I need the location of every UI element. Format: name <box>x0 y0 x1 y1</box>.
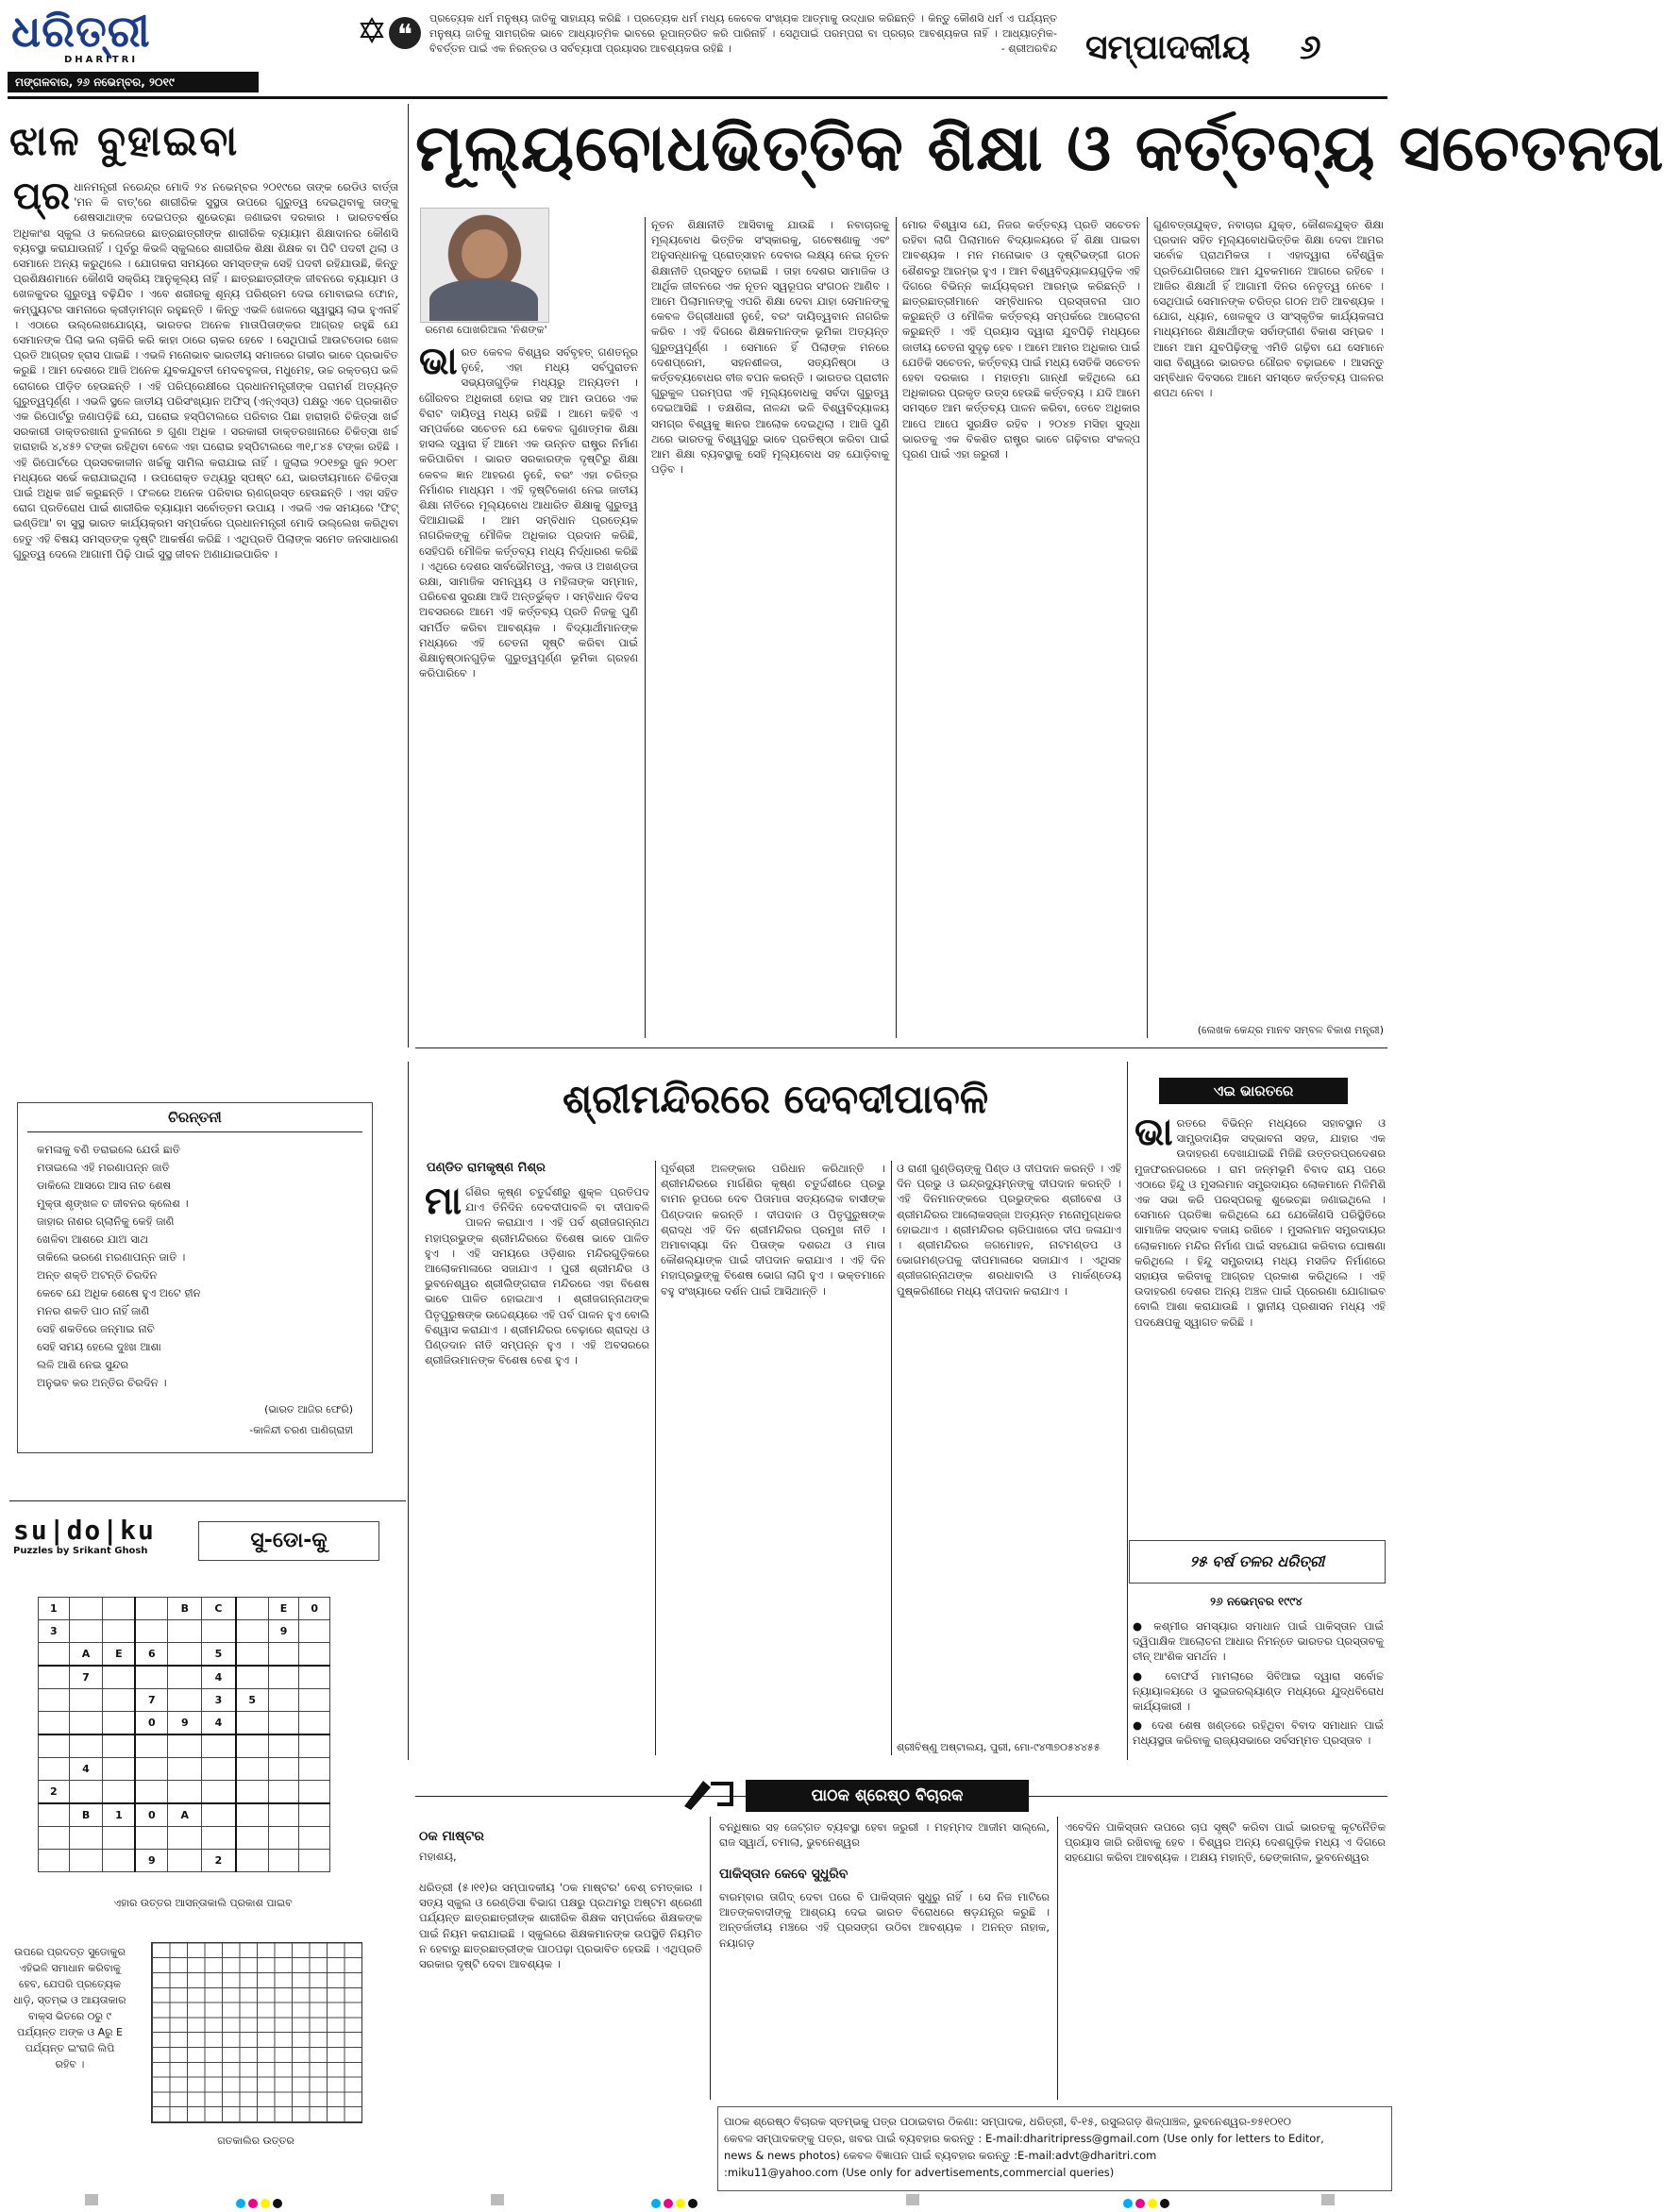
letter1-title: ଠକ ମାଷ୍ଟର <box>419 1829 484 1844</box>
sudoku-cell <box>103 1712 135 1735</box>
sudoku-row <box>39 1598 330 1620</box>
sudoku-cell <box>39 1689 70 1712</box>
sudoku-cell <box>135 1781 167 1804</box>
sudoku-cell <box>39 1827 70 1850</box>
sudoku-cell: 3 <box>202 1689 236 1712</box>
sudoku-cell: 0 <box>135 1712 167 1735</box>
column-rule <box>710 1817 711 2100</box>
sudoku-row <box>39 1803 330 1827</box>
main-byline: ରମେଶ ପୋଖରିଆଲ 'ନିଶଙ୍କ' <box>425 324 547 336</box>
sudoku-cell <box>69 1850 103 1872</box>
sudoku-cell: 2 <box>39 1781 70 1804</box>
poem-author: -କାଳିନ୍ଦୀ ଚରଣ ପାଣିଗ୍ରାହୀ <box>249 1424 353 1436</box>
bharat-text: ରତରେ ବିଭିନ୍ନ ମଧ୍ୟରେ ସହାବସ୍ଥାନ ଓ ସାମ୍ପ୍ରଦାୟିକ ସଦ୍ଭାବନା ସହଜ, ଯାହାର ଏକ ଉଦାହରଣ ଦେଖାଯାଇଛି ମିଜିଛି ଉତ୍ତରପ୍ରଦେଶର ମୁଜଫରନଗରରେ । ରାମ ଜନ୍ମଭୂମି ବିବାଦ ରାୟ ପରେ ଏଠାରେ ହିନ୍ଦୁ ଓ ମୁସଲମାନ ସମ୍ପ୍ରଦାୟର ଲୋକମାନେ ମିଳିମିଶି ଏକ ସଭା କରି ପରସ୍ପରକୁ ଶୁଭେଚ୍ଛା ଜଣାଇଥିଲେ । ସେମାନେ ପ୍ରତିଜ୍ଞା କରିଥିଲେ ଯେ ଯେକୌଣସି ପରିସ୍ଥିତିରେ ସାମାଜିକ ସଦ୍ଭାବ ବଜାୟ ରଖିବେ । ମୁସଲମାନ ସମ୍ପ୍ରଦାୟର ଲୋକମାନେ ମନ୍ଦିର ନିର୍ମାଣ ପାଇଁ ସହଯୋଗ କରିବାର ଘୋଷଣା କରିଥିଲେ । ହିନ୍ଦୁ ସମ୍ପ୍ରଦାୟ ମଧ୍ୟ ମସଜିଦ ନିର୍ମାଣରେ ସହାୟତା କରିବାକୁ ଆଗ୍ରହ ପ୍ରକାଶ କରିଥିଲେ । ଏହି ଉଦାହରଣ ଦେଶର ଅନ୍ୟ ଅଞ୍ଚଳ ପାଇଁ ପ୍ରେରଣା ଯୋଗାଇବ ବୋଲି ଆଶା କରାଯାଉଛି । ସ୍ଥାନୀୟ ପ୍ରଶାସନ ମଧ୍ୟ ଏହି ପଦକ୍ଷେପକୁ ସ୍ୱାଗତ କରିଛି । <box>1135 1116 1386 1329</box>
column-rule <box>1147 217 1148 1038</box>
letter2-top: ବନ୍ଧିଷାର ସହ ଜେଟ୍‌ଗତ ବ୍ୟବସ୍ଥା ହେବା ଜରୁରୀ । ମହମ୍ମଦ ଆଜୀମ ସାଲ୍ଲେ, ରାଜ ସ୍ୱାର୍ଥ, ଚମାଲା, ଭୁବନେଶ୍ୱର <box>719 1820 1050 1850</box>
black-dot <box>688 2199 698 2208</box>
sudoku-cell <box>69 1734 103 1758</box>
sudoku-instructions: ଉପରେ ପ୍ରଦତ୍ତ ସୁଡୋକୁର ଏହିଭଳି ସମାଧାନ କରିବାକୁ ହେବ, ଯେପରି ପ୍ରତ୍ୟେକ ଧାଡ଼ି, ସ୍ତମ୍ଭ ଓ ଆୟତାକାର ବାକ୍ସ ଭିତରେ ୦ରୁ ୯ ପର୍ଯ୍ୟନ୍ତ ଅଙ୍କ ଓ Aରୁ E ପର୍ଯ୍ୟନ୍ତ ଇଂରାଜି ଲିପି ରହିବ । <box>13 1946 126 2070</box>
sudoku-cell <box>268 1827 299 1850</box>
address-line: ପାଠକ ଶ୍ରେଷ୍ଠ ବିଚାରକ ସ୍ତମ୍ଭକୁ ପତ୍ର ପଠାଇବାର ଠିକଣା: ସମ୍ପାଦକ, ଧରିତ୍ରୀ, ବି-୧୫, ରସୁଲଗଡ଼ ଶିଳ୍ପାଞ୍ଚଳ, ଭୁବନେଶ୍ୱର-୭୫୧୦୧୦ <box>724 2115 1291 2128</box>
sudoku-cell <box>135 1758 167 1781</box>
magenta-dot <box>1135 2199 1145 2208</box>
sudoku-cell: 4 <box>202 1712 236 1735</box>
sudoku-cell: 6 <box>135 1643 167 1667</box>
sudoku-cell <box>69 1712 103 1735</box>
sudoku-cell <box>69 1689 103 1712</box>
sudoku-cell: B <box>69 1803 103 1827</box>
magenta-dot <box>248 2199 258 2208</box>
column-rule <box>1127 1062 1128 1760</box>
sudoku-cell <box>168 1689 202 1712</box>
sudoku-cell <box>202 1827 236 1850</box>
chirantani-rule <box>27 1131 362 1132</box>
poem-line: ସେହି ସମୟ ହେଲେ ଦୁଃଖ ଆଶା <box>37 1340 161 1353</box>
main-col-1-text: ରତ କେବଳ ବିଶ୍ୱର ସର୍ବବୃହତ୍ ଗଣତନ୍ତ୍ର ନୁହେଁ, ଏହା ମଧ୍ୟ ସର୍ବପୁରାତନ ସଭ୍ୟତାଗୁଡ଼ିକ ମଧ୍ୟରୁ ଅନ୍ୟତମ । ଗୌରବର ଅଧିକାରୀ ହୋଇ ସହ ଆମ ଉପରେ ଏକ ବିରାଟ ଦାୟିତ୍ୱ ମଧ୍ୟ ରହିଛି । ଆମେ କହିବି ଏ ସମ୍ପର୍କରେ ସଚେତନ ଯେ କେବଳ ଗୁଣାତ୍ମକ ଶିକ୍ଷା ହାସଲ ଦ୍ୱାରା ହିଁ ଆମେ ଏକ ଉନ୍ନତ ରାଷ୍ଟ୍ର ନିର୍ମାଣ କରିପାରିବା । ଭାରତ ସରକାରଙ୍କ ଦୃଷ୍ଟିରୁ ଶିକ୍ଷା କେବଳ ଜ୍ଞାନ ଆହରଣ ନୁହେଁ, ବରଂ ଏହା ଚରିତ୍ର ନିର୍ମାଣର ମାଧ୍ୟମ । ଏହି ଦୃଷ୍ଟିକୋଣ ନେଇ ଜାତୀୟ ଶିକ୍ଷା ନୀତିରେ ମୂଲ୍ୟବୋଧ ଆଧାରିତ ଶିକ୍ଷାକୁ ଗୁରୁତ୍ୱ ଦିଆଯାଇଛି । ଆମ ସମ୍ବିଧାନ ପ୍ରତ୍ୟେକ ନାଗରିକଙ୍କୁ ମୌଳିକ ଅଧିକାର ପ୍ରଦାନ କରିଛି, ସେହିପରି ମୌଳିକ କର୍ତ୍ତବ୍ୟ ମଧ୍ୟ ନିର୍ଦ୍ଧାରଣ କରିଛି । ଏଥିରେ ଦେଶର ସାର୍ବଭୌମତ୍ୱ, ଏକତା ଓ ଅଖଣ୍ଡତା ରକ୍ଷା, ସାମାଜିକ ସମନ୍ୱୟ ଓ ମହିଳାଙ୍କ ସମ୍ମାନ, ପରିବେଶ ସୁରକ୍ଷା ଆଦି ଅନ୍ତର୍ଭୁକ୍ତ । ସମ୍ବିଧାନ ଦିବସ ଅବସରରେ ଆମେ ଏହି କର୍ତ୍ତବ୍ୟ ପ୍ରତି ନିଜକୁ ପୁଣି ସମର୍ପିତ କରିବା ଆବଶ୍ୟକ । ବିଦ୍ୟାର୍ଥୀମାନଙ୍କ ମଧ୍ୟରେ ଏହି ଚେତନା ସୃଷ୍ଟି କରିବା ପାଇଁ ଶିକ୍ଷାନୁଷ୍ଠାନଗୁଡ଼ିକ ଗୁରୁତ୍ୱପୂର୍ଣ୍ଣ ଭୂମିକା ଗ୍ରହଣ କରିପାରିବେ । <box>419 345 638 680</box>
sudoku-row <box>39 1781 330 1804</box>
main-headline: ମୂଲ୍ୟବୋଧଭିତ୍ତିକ ଶିକ୍ଷା ଓ କର୍ତ୍ତବ୍ୟ ସଚେତନତା <box>415 111 1664 186</box>
sudoku-cell <box>135 1666 167 1689</box>
author-photo-suit <box>429 278 538 321</box>
sudoku-cell <box>299 1712 330 1735</box>
registration-mark <box>491 2194 504 2205</box>
pen-nib-icon <box>680 1776 736 1812</box>
sudoku-cell: 7 <box>69 1666 103 1689</box>
sudoku-cell <box>299 1758 330 1781</box>
email-line: :miku11@yahoo.com (Use only for advertisements,commercial queries) <box>724 2166 1115 2179</box>
sudoku-cell <box>236 1803 268 1827</box>
quote-text: ପ୍ରତ୍ୟେକ ଧର୍ମ ମନୁଷ୍ୟ ଜାତିକୁ ସାହାଯ୍ୟ କରିଛି । ପ୍ରତ୍ୟେକ ଧର୍ମ ମଧ୍ୟ କେବେକ ସଂଖ୍ୟକ ଆତ୍ମାକୁ ଉଦ୍ଧାର କରିଛନ୍ତି । କିନ୍ତୁ କୌଣସି ଧର୍ମ ଏ ପର୍ଯ୍ୟନ୍ତ ମନୁଷ୍ୟ ଜାତିକୁ ସାମଗ୍ରିକ ଭାବେ ଆଧ୍ୟାତ୍ମିକ ଭାବରେ ରୂପାନ୍ତରିତ କରି ପାରିନାହିଁ । ସେଥିପାଇଁ ପରମ୍ପରା ବା ପ୍ରଚାର ଆବଶ୍ୟକତା ନାହିଁ । ଆଧ୍ୟାତ୍ମିକ-ବିବର୍ତ୍ତନ ପାଇଁ ଏକ ନିରନ୍ତର ଓ ସର୍ବବ୍ୟାପୀ ପ୍ରୟାସର ଆବଶ୍ୟକତା ରହିଛି । <box>429 12 1057 55</box>
registration-mark <box>85 2194 98 2205</box>
shrimandir-col-3: ଓ ରାଣୀ ଗୁଣ୍ଡିଚାଙ୍କୁ ପିଣ୍ଡ ଓ ଦୀପଦାନ କରନ୍ତି । ଏହି ଦିନ ପ୍ରଭୁ ଓ ଇନ୍ଦ୍ରଦ୍ୟୁମ୍ନଙ୍କୁ ଦୀପଦାନ କରନ୍ତି । ଏହି ଦିନମାନଙ୍କରେ ପ୍ରଭୁଙ୍କର ଶ୍ରୀବେଶ ଓ ଶ୍ରୀମନ୍ଦିରର ଆଲୋକସଜ୍ଜା ଅତ୍ୟନ୍ତ ମନୋମୁଗ୍ଧକର ହୋଇଥାଏ । ଶ୍ରୀମନ୍ଦିରର ଚାରିପାଖରେ ଦୀପ ଜଳାଯାଏ । ଶ୍ରୀମନ୍ଦିରର ଜଗମୋହନ, ନାଟମଣ୍ଡପ ଓ ଭୋଗମଣ୍ଡପକୁ ଦୀପମାଳାରେ ସଜାଯାଏ । ଏଥିସହ ଶ୍ରୀଜଗନ୍ନାଥଙ୍କ ଶରଧାବାଲି ଓ ମାର୍କଣ୍ଡେୟ ପୁଷ୍କରିଣୀରେ ମଧ୍ୟ ଦୀପଦାନ କରାଯାଏ । <box>897 1162 1121 1298</box>
sudoku-logo-sub: Puzzles by Srikant Ghosh <box>13 1546 148 1556</box>
poem-line: ଡାକିଲେ ଆସରେ ଆସ ନାଚ ଶେଷ <box>37 1179 171 1192</box>
sudoku-title: ସୁ-ଡୋ-କୁ <box>198 1521 379 1561</box>
masthead-rule <box>8 96 1387 99</box>
sudoku-row <box>39 1712 330 1735</box>
sudoku-cell: A <box>69 1643 103 1667</box>
letter1-body: ଧରିତ୍ରୀ (୫।୧୧)ର ସମ୍ପାଦକୀୟ 'ଠକ ମାଷ୍ଟର' ବେଶ୍ ଚମତ୍କାର । ସତ୍ୟ ସ୍କୁଲ ଓ ରେଣ୍ଡିସା ବିଭାଗ ପକ୍ଷରୁ ପ୍ରଥମରୁ ଅଷ୍ଟମ ଶ୍ରେଣୀ ପର୍ଯ୍ୟନ୍ତ ଛାତ୍ରଛାତ୍ରୀଙ୍କ ଶାରୀରିକ ଶିକ୍ଷକ ସମ୍ପର୍କରେ ଶିକ୍ଷକଙ୍କ ପାଇଁ ନିୟମ କରାଯାଇଛି । ସ୍କୁଲରେ ଶିକ୍ଷକମାନଙ୍କ ଉପସ୍ଥିତି ନିୟମିତ ନ ହେବାରୁ ଛାତ୍ରଛାତ୍ରୀଙ୍କ ପାଠପଢ଼ା ପ୍ରଭାବିତ ହେଉଛି । ଏଥିପ୍ରତି ସରକାର ଦୃଷ୍ଟି ଦେବା ଆବଶ୍ୟକ । <box>419 1881 702 1971</box>
twentyfive-item: ● କଶ୍ମୀର ସମସ୍ୟାର ସମାଧାନ ପାଇଁ ପାକିସ୍ତାନ ପାଇଁ ଦ୍ୱିପାକ୍ଷିକ ଆଲୋଚନା ଆଧାର ନିମନ୍ତେ ଭାରତର ପ୍ରସ୍ତାବକୁ ଚୀନ୍ ଆଂଶିକ ସମର୍ଥନ । <box>1133 1619 1384 1664</box>
sudoku-cell <box>168 1734 202 1758</box>
address-box <box>717 2106 1392 2191</box>
main-col-4: ଗୁଣବତ୍ତାଯୁକ୍ତ, ନବାଚାର ଯୁକ୍ତ, କୌଶଳଯୁକ୍ତ ଶିକ୍ଷା ପ୍ରଦାନ ସହିତ ମୂଲ୍ୟବୋଧଭିତ୍ତିକ ଶିକ୍ଷା ଦେବା ଆମର ସର୍ବୋଚ୍ଚ ପ୍ରାଥମିକତା । ଏହାଦ୍ୱାରା ବୈଶ୍ୱିକ ପ୍ରତିଯୋଗିତାରେ ଆମ ଯୁବକମାନେ ଆଗରେ ରହିବେ । ଆଜିର ଶିକ୍ଷାର୍ଥୀ ହିଁ ଆଗାମୀ ଦିନର ନେତୃତ୍ୱ ନେବେ । ସେଥିପାଇଁ ସେମାନଙ୍କ ଚରିତ୍ର ଗଠନ ଅତି ଆବଶ୍ୟକ । ଯୋଗ, ଧ୍ୟାନ, ଖେଳକୁଦ ଓ ସାଂସ୍କୃତିକ କାର୍ଯ୍ୟକଳାପ ମାଧ୍ୟମରେ ଶିକ୍ଷାର୍ଥୀଙ୍କ ସର୍ବାଙ୍ଗୀଣ ବିକାଶ ସମ୍ଭବ । ଆମେ ଆମ ଯୁବପିଢ଼ିଙ୍କୁ ଏମିତି ଗଢ଼ିବା ଯେ ସେମାନେ ସାରା ବିଶ୍ୱରେ ଭାରତର ଗୌରବ ବଢ଼ାଇବେ । ଆସନ୍ତୁ ସମ୍ବିଧାନ ଦିବସରେ ଆମେ ସମସ୍ତେ କର୍ତ୍ତବ୍ୟ ପାଳନର ଶପଥ ନେବା । <box>1153 218 1384 400</box>
sudoku-cell <box>69 1598 103 1620</box>
star-of-david-icon <box>359 17 385 43</box>
cyan-dot <box>651 2199 661 2208</box>
sudoku-answer-grid <box>151 1942 362 2123</box>
sudoku-cell <box>236 1850 268 1872</box>
sudoku-row <box>39 1689 330 1712</box>
registration-mark <box>906 2194 919 2205</box>
sudoku-cell <box>39 1758 70 1781</box>
sudoku-cell <box>168 1850 202 1872</box>
sudoku-cell <box>236 1827 268 1850</box>
sudoku-cell <box>268 1850 299 1872</box>
black-dot <box>273 2199 282 2208</box>
sudoku-cell: 5 <box>236 1689 268 1712</box>
sudoku-cell <box>103 1734 135 1758</box>
sudoku-cell <box>299 1734 330 1758</box>
sudoku-cell <box>103 1781 135 1804</box>
sudoku-cell: 4 <box>202 1666 236 1689</box>
sudoku-cell: B <box>168 1598 202 1620</box>
sudoku-cell <box>299 1850 330 1872</box>
sudoku-cell: C <box>202 1598 236 1620</box>
sudoku-cell <box>168 1666 202 1689</box>
sudoku-cell: 9 <box>168 1712 202 1735</box>
shrimandir-col-2: ପୂର୍ବଶ୍ରୀ ଅଳଙ୍କାର ପରିଧାନ କରିଥାନ୍ତି । ଶ୍ରୀମନ୍ଦିରରେ ମାର୍ଗଶିର କୃଷ୍ଣ ଚତୁର୍ଦ୍ଦଶୀରେ ପ୍ରଭୁ ବାମନ ରୂପରେ ଦେବ ପିତାମାତା ସତ୍ୟଲୋକ ବାସୀଙ୍କ ପିଣ୍ଡଦାନ କରନ୍ତି । ଦୀପଦାନ ଓ ପିତୃପୁରୁଷଙ୍କ ଶ୍ରାଦ୍ଧ ଏହି ଦିନ ଶ୍ରୀମନ୍ଦିରର ପ୍ରମୁଖ ନୀତି । ଅମାବାସ୍ୟା ଦିନ ପିତାଙ୍କ ଦଶରଥ ଓ ମାତା କୌଶଲ୍ୟାଙ୍କ ପାଇଁ ଦୀପଦାନ କରାଯାଏ । ଏହି ଦିନ ମହାପ୍ରଭୁଙ୍କୁ ବିଶେଷ ଭୋଗ ଲାଗି ହୁଏ । ଭକ୍ତମାନେ ବହୁ ସଂଖ୍ୟାରେ ଦର୍ଶନ ପାଇଁ ଆସିଥାନ୍ତି । <box>661 1162 885 1298</box>
sudoku-cell <box>236 1666 268 1689</box>
column-rule <box>891 1161 892 1755</box>
date-bar: ମଙ୍ଗଳବାର, ୨୬ ନଭେମ୍ବର, ୨୦୧୯ <box>8 72 259 92</box>
sudoku-cell <box>268 1689 299 1712</box>
left-headline: ଝାଳ ବୁହାଇବା <box>9 117 240 165</box>
sudoku-cell <box>268 1758 299 1781</box>
main-col-3: ମୋର ବିଶ୍ୱାସ ଯେ, ନିଜର କର୍ତ୍ତବ୍ୟ ପ୍ରତି ସଚେତନ ରହିବା ଲାଗି ପିଲାମାନେ ବିଦ୍ୟାଳୟରେ ହିଁ ଶିକ୍ଷା ପାଇବା ଆବଶ୍ୟକ । ମନ ମନୋଭାବ ଓ ଦୃଷ୍ଟିଭଙ୍ଗୀ ଗଠନ ଶୈଶବରୁ ଆରମ୍ଭ ହୁଏ । ଆମ ବିଶ୍ୱବିଦ୍ୟାଳୟଗୁଡ଼ିକ ଏହି ଦିଗରେ ବିଭିନ୍ନ କାର୍ଯ୍ୟକ୍ରମ ଆରମ୍ଭ କରିଛନ୍ତି । ଛାତ୍ରଛାତ୍ରୀମାନେ ସମ୍ବିଧାନର ପ୍ରସ୍ତାବନା ପାଠ କରୁଛନ୍ତି ଓ ମୌଳିକ କର୍ତ୍ତବ୍ୟ ସମ୍ପର୍କରେ ଆଲୋଚନା କରୁଛନ୍ତି । ଏହି ପ୍ରୟାସ ଦ୍ୱାରା ଯୁବପିଢ଼ି ମଧ୍ୟରେ ଜାତୀୟ ଚେତନା ସୁଦୃଢ଼ ହେବ । ଆମେ ଆମର ଅଧିକାର ପାଇଁ ଯେତିକି ସଚେତନ, କର୍ତ୍ତବ୍ୟ ପାଇଁ ମଧ୍ୟ ସେତିକି ସଚେତନ ହେବା ଦରକାର । ମହାତ୍ମା ଗାନ୍ଧୀ କହିଥିଲେ ଯେ ଅଧିକାରର ପ୍ରକୃତ ଉତ୍ସ ହେଉଛି କର୍ତ୍ତବ୍ୟ । ଯଦି ଆମେ ସମସ୍ତେ ଆମ କର୍ତ୍ତବ୍ୟ ପାଳନ କରିବା, ତେବେ ଅଧିକାର ଆପେ ଆପେ ସୁରକ୍ଷିତ ରହିବ । ୨୦୪୭ ମସିହା ସୁଦ୍ଧା ଭାରତକୁ ଏକ ବିକଶିତ ରାଷ୍ଟ୍ର ଭାବେ ଗଢ଼ିବାର ସଂକଳ୍ପ ପୂରଣ ପାଇଁ ଏହା ଜରୁରୀ । <box>902 218 1140 461</box>
column-rule <box>408 1062 409 1760</box>
sudoku-cell <box>135 1598 167 1620</box>
yellow-dot <box>1148 2199 1157 2208</box>
sudoku-cell: 9 <box>135 1850 167 1872</box>
section-label <box>1085 19 1387 75</box>
sudoku-cell <box>268 1666 299 1689</box>
poem-line: ଖେଳିବା ଆଶରେ ଯାଅ ସାଥ <box>37 1232 148 1246</box>
chirantani-title: ଚିରନ୍ତନୀ <box>168 1109 222 1126</box>
sudoku-cell: 3 <box>39 1620 70 1643</box>
sudoku-cell <box>103 1598 135 1620</box>
column-rule <box>645 217 646 1038</box>
sudoku-cell <box>103 1689 135 1712</box>
twentyfive-items <box>1133 1618 1384 1769</box>
color-dots <box>236 2194 285 2205</box>
sudoku-cell: 5 <box>202 1643 236 1667</box>
sudoku-cell <box>69 1827 103 1850</box>
shrimandir-contact: ଶ୍ରୀବିଷ୍ଣୁ ଅଷ୍ଟାଲୟ, ପୁରୀ, ମୋ-୯୪୩୭୦୫୪୪୫୫ <box>897 1741 1101 1753</box>
sudoku-cell <box>168 1620 202 1643</box>
sudoku-cell: 2 <box>202 1850 236 1872</box>
cyan-dot <box>1123 2199 1133 2208</box>
sudoku-cell <box>299 1620 330 1643</box>
sudoku-cell: 4 <box>69 1758 103 1781</box>
column-rule <box>1057 1817 1058 2100</box>
chirantani-poem <box>37 1141 358 1392</box>
sudoku-cell <box>268 1781 299 1804</box>
sudoku-cell <box>299 1643 330 1667</box>
sudoku-cell <box>268 1643 299 1667</box>
poem-line: ଅନୁଭବ କର ଅନ୍ତିର ଚିରଦିନ । <box>37 1376 167 1389</box>
left-article-text: ଧାନମନ୍ତ୍ରୀ ନରେନ୍ଦ୍ର ମୋଦି ୨୪ ନଭେମ୍ବର ୨୦୧୯ରେ ତାଙ୍କ ରେଡିଓ ବାର୍ତ୍ତା 'ମନ କି ବାତ୍'ରେ ଶାରୀରିକ ସୁସ୍ଥତା ଉପରେ ଗୁରୁତ୍ୱ ଦେଇଥିବାକୁ ତାଙ୍କୁ ଶେଷସାଥାଙ୍କ ଦେଇପତ୍ର ଶୁଭେଚ୍ଛା ଜଣାଇବା ଦରକାର । ଭାରତବର୍ଷର ଅଧିକାଂଶ ସ୍କୁଲ ଓ କଲେଜରେ ଛାତ୍ରଛାତ୍ରୀଙ୍କ ଶାରୀରିକ ବ୍ୟାୟାମ ଶିକ୍ଷାଦାନର କୌଣସି ବ୍ୟବସ୍ଥା କରାଯାଉନାହିଁ । ପୂର୍ବରୁ କିଭଳି ସ୍କୁଲରେ ଶାରୀରିକ ଶିକ୍ଷା ଶିକ୍ଷକ ବା ପିଟି ପଦବୀ ଥିଲା ଓ ସେମାନେ ଅନ୍ୟ କରୁଥିଲେ । ଯୋଗକରା ସମୟରେ ସମସ୍ତଙ୍କ ସେହି ପଦବୀ ରହିଯାଉଛି, କିନ୍ତୁ ପ୍ରଶିକ୍ଷଣମାନେ କୌଣସି ସକ୍ରିୟ ଆନୁକୂଲ୍ୟ ନାହିଁ । ଛାତ୍ରଛାତ୍ରୀଙ୍କ ଜୀବନରେ ବ୍ୟାୟାମ ଓ ଖେଳକୁଦର ଗୁରୁତ୍ୱ ବଢ଼ିଯିବ । ଏବେ ଶରୀରକୁ ଶୂନ୍ୟ ପରିଶ୍ରମ ଦେଇ ମୋବାଇଲ ଫୋନ, କମ୍ପ୍ୟୁଟର ସାମନାରେ କ୍ରୀଡ଼ାମଗ୍ନ ରହୁଛନ୍ତି । କିନ୍ତୁ ଏଭଳି ଖେଳରେ ସ୍ୱାସ୍ଥ୍ୟ ଲାଭ ହୁଏନାହିଁ । ଏଠାରେ ଉଲ୍ଲେଖଯୋଗ୍ୟ, ଭାରତର ଅନେକ ମାତାପିତାଙ୍କର ଆଗ୍ରହ ରହୁଛି ଯେ ସେମାନଙ୍କ ପିଲା ଭଲ ଚାକିରି କରି କାହା ଠାରେ ଚାକର ହେବେ । ସେଥିପାଇଁ ଆଉଟଡୋର ଖେଳ ପ୍ରତି ଆଗ୍ରହ ହ୍ରାସ ପାଇଛି । ଏଭଳି ମନୋଭାବ ଭାରତୀୟ ସମାଜରେ ଗଭୀର ଭାବେ ପ୍ରଭାବିତ କରୁଛି । ଆମ ଦେଶରେ ଆଜି ଅନେକ ଯୁବକଯୁବତୀ ମେଦବହୁଳତା, ମଧୁମେହ, ଉଚ୍ଚ ରକ୍ତଚାପ ଭଳି ରୋଗରେ ପୀଡ଼ିତ ହେଉଛନ୍ତି । ଏହି ପରିପ୍ରେକ୍ଷୀରେ ପ୍ରଧାନମନ୍ତ୍ରୀଙ୍କ ପରାମର୍ଶ ଅତ୍ୟନ୍ତ ଗୁରୁତ୍ୱପୂର୍ଣ୍ଣ । ଏଭଳି ସ୍ଥଳେ ଜାତୀୟ ପରିସଂଖ୍ୟାନ ଅଫିସ୍ (ଏନ୍‌ଏସ୍‌ଓ) ପକ୍ଷରୁ ଏବେ ପ୍ରକାଶିତ ଏକ ରିପୋର୍ଟରୁ ଜଣାପଡ଼ିଛି ଯେ, ଘରୋଇ ହସ୍ପିଟାଲରେ ପରିବାର ପିଛା ହାରାହାରି ଚିକିତ୍ସା ଖର୍ଚ୍ଚ ସରକାରୀ ଡାକ୍ତରଖାନା ତୁଳନାରେ ୭ ଗୁଣା ଅଧିକ । ସରକାରୀ ଡାକ୍ତରଖାନାରେ ଚିକିତ୍ସା ଖର୍ଚ୍ଚ ହାରାହାରି ୪,୪୫୨ ଟଙ୍କା ରହିଥିବା ବେଳେ ଏହା ଘରୋଇ ହସ୍ପିଟାଲରେ ୩୧,୮୪୫ ଟଙ୍କା ରହିଛି । ଏହି ରିପୋର୍ଟରେ ପ୍ରସବକାଳୀନ ଖର୍ଚ୍ଚକୁ ସାମିଲ କରାଯାଇ ନାହିଁ । ଜୁଲାଇ ୨୦୧୭ରୁ ଜୁନ ୨୦୧୮ ମଧ୍ୟରେ ସର୍ଭେ କରାଯାଇଥିଲା । ଉପରୋକ୍ତ ତଥ୍ୟରୁ ସ୍ପଷ୍ଟ ଯେ, ଭାରତୀୟମାନେ ଚିକିତ୍ସା ପାଇଁ ଅଧିକ ଖର୍ଚ୍ଚ କରୁଛନ୍ତି । ଫଳରେ ଅନେକ ପରିବାର ଋଣଗ୍ରସ୍ତ ହେଉଛନ୍ତି । ଏହା ସହିତ ରୋଗ ପ୍ରତିରୋଧ ପାଇଁ ଶାରୀରିକ ବ୍ୟାୟାମ ସର୍ବୋତ୍ତମ ଉପାୟ । ଏଭଳି ଏକ ସମୟରେ 'ଫିଟ୍ ଇଣ୍ଡିଆ' ବା ସୁସ୍ଥ ଭାରତ କାର୍ଯ୍ୟକ୍ରମ ସମ୍ପର୍କରେ ପ୍ରଧାନମନ୍ତ୍ରୀ ମୋଦି ଉଲ୍ଲେଖ କରିଥିବା ହେତୁ ଏହି ବିଷୟ ସମସ୍ତଙ୍କ ଦୃଷ୍ଟି ଆକର୍ଷଣ କରିଛି । ଏଥିପ୍ରତି ପିଲାଙ୍କ ସମେତ ଜନସାଧାରଣ ଗୁରୁତ୍ୱ ଦେଲେ ଆଗାମୀ ପିଢ଼ି ପାଇଁ ସୁସ୍ଥ ଜୀବନ ଅଣାଯାଇପାରିବ । <box>13 180 398 561</box>
sudoku-cell <box>69 1781 103 1804</box>
column-rule <box>408 104 409 1047</box>
twentyfive-item: ● ଦେଶ ଶେଷ ଖଣ୍ଡରେ ରହିଥିବା ବିବାଦ ସମାଧାନ ପାଇଁ ମଧ୍ୟସ୍ଥତା କରିବାକୁ ରାଜ୍ୟସଭାରେ ସର୍ବସମ୍ମତ ପ୍ରସ୍ତାବ । <box>1133 1718 1384 1748</box>
email-line: କେବଳ ସମ୍ପାଦକଙ୍କୁ ପତ୍ର, ଖବର ପାଇଁ ବ୍ୟବହାର କରନ୍ତୁ : E-mail:dharitripress@gmail.com (Use only for letters to Editor, <box>724 2132 1324 2145</box>
sudoku-caption: ଏହାର ଉତ୍ତର ଆସନ୍ତାକାଲି ପ୍ରକାଶ ପାଇବ <box>113 1897 293 1909</box>
sudoku-row <box>39 1850 330 1872</box>
sudoku-row <box>39 1827 330 1850</box>
sudoku-row <box>39 1620 330 1643</box>
sudoku-logo-text: su|do|ku <box>13 1515 156 1546</box>
shrimandir-dropcap: ମା <box>425 1180 462 1223</box>
sudoku-row <box>39 1758 330 1781</box>
sudoku-cell <box>39 1850 70 1872</box>
column-rule <box>896 217 897 1038</box>
sudoku-cell <box>236 1734 268 1758</box>
sudoku-cell: 7 <box>135 1689 167 1712</box>
sudoku-cell <box>39 1734 70 1758</box>
twentyfive-item: ● ବୋଫର୍ସ ମାମଲାରେ ସିବିଆଇ ଦ୍ୱାରା ସର୍ବୋଚ୍ଚ ନ୍ୟାୟାଳୟରେ ଓ ସୁଇଜରଲ୍ୟାଣ୍ଡ ମଧ୍ୟରେ ଯୁଦ୍ଧବିରୋଧ କାର୍ଯ୍ୟକାରୀ । <box>1133 1668 1384 1714</box>
sudoku-cell <box>202 1758 236 1781</box>
chirantani-box <box>17 1102 373 1453</box>
sudoku-cell: 1 <box>39 1598 70 1620</box>
sudoku-cell <box>268 1734 299 1758</box>
main-col-1 <box>419 340 638 1038</box>
letter2-title: ପାକିସ୍ତାନ କେବେ ସୁଧୁରିବ <box>719 1867 849 1882</box>
sudoku-row <box>39 1734 330 1758</box>
registration-mark <box>1321 2194 1335 2205</box>
sudoku-cell <box>236 1598 268 1620</box>
sudoku-grid <box>38 1597 330 1872</box>
sudoku-cell <box>168 1758 202 1781</box>
main-col-2: ନୂତନ ଶିକ୍ଷାନୀତି ଆସିବାକୁ ଯାଉଛି । ନବାଚାରକୁ ମୂଲ୍ୟବୋଧ ଭିତ୍ତିକ ସଂସ୍କାରକୁ, ଗବେଷଣାକୁ ଏବଂ ଅନୁସନ୍ଧାନକୁ ପ୍ରୋତ୍ସାହନ ଦେବାର ଲକ୍ଷ୍ୟ ନେଇ ନୂତନ ଶିକ୍ଷାନୀତି ପ୍ରସ୍ତୁତ ହୋଇଛି । ତାହା ଦେଶର ସାମାଜିକ ଓ ଆର୍ଥିକ ଜୀବନରେ ଏକ ନୂତନ ସ୍ୱରୂପର ସଂଗଠନ ଆଣିବ । ଆମେ ପିଲାମାନଙ୍କୁ ଏପରି ଶିକ୍ଷା ଦେବା ଯାହା ସେମାନଙ୍କୁ କେବଳ ଡିଗ୍ରୀଧାରୀ ନୁହେଁ, ବରଂ ଦାୟିତ୍ୱବାନ ନାଗରିକ କରିବ । ଏହି ଦିଗରେ ଶିକ୍ଷକମାନଙ୍କ ଭୂମିକା ଅତ୍ୟନ୍ତ ଗୁରୁତ୍ୱପୂର୍ଣ୍ଣ । ସେମାନେ ହିଁ ପିଲାଙ୍କ ମନରେ ଦେଶପ୍ରେମ, ସହନଶୀଳତା, ସତ୍ୟନିଷ୍ଠା ଓ କର୍ତ୍ତବ୍ୟବୋଧର ବୀଜ ବପନ କରନ୍ତି । ଭାରତର ପ୍ରାଚୀନ ଗୁରୁକୁଳ ପରମ୍ପରା ଏହି ମୂଲ୍ୟବୋଧକୁ ସର୍ବଦା ଗୁରୁତ୍ୱ ଦେଇଆସିଛି । ତକ୍ଷଶିଳା, ନାଳନ୍ଦା ଭଳି ବିଶ୍ୱବିଦ୍ୟାଳୟ ସମଗ୍ର ବିଶ୍ୱକୁ ଜ୍ଞାନର ଆଲୋକ ଦେଇଥିଲା । ଆଜି ପୁଣି ଥରେ ଭାରତକୁ ବିଶ୍ୱଗୁରୁ ଭାବେ ପ୍ରତିଷ୍ଠା କରିବା ପାଇଁ ଆମ ଶିକ୍ଷା ବ୍ୟବସ୍ଥାକୁ ସେହି ମୂଲ୍ୟବୋଧ ସହ ଯୋଡ଼ିବାକୁ ପଡ଼ିବ । <box>651 218 889 477</box>
shrimandir-col-1-text: ର୍ଗଶିର କୃଷ୍ଣ ଚତୁର୍ଦ୍ଦଶୀରୁ ଶୁକ୍ଳ ପ୍ରତିପଦ ଯାଏ ତିନିଦିନ ଦେବଦୀପାବଳି ବା ଦୀପାବଳି ପାଳନ କରାଯାଏ । ଏହି ପର୍ବ ଶ୍ରୀଜଗନ୍ନାଥ ମହାପ୍ରଭୁଙ୍କ ଶ୍ରୀମନ୍ଦିରରେ ବିଶେଷ ଭାବେ ପାଳିତ ହୁଏ । ଏହି ସମୟରେ ଓଡ଼ିଶାର ମନ୍ଦିରଗୁଡ଼ିକରେ ଆଲୋକମାଳାରେ ସଜାଯାଏ । ପୁରୀ ଶ୍ରୀମନ୍ଦିର ଓ ଭୁବନେଶ୍ୱର ଶ୍ରୀଲିଙ୍ଗରାଜ ମନ୍ଦିରରେ ଏହା ବିଶେଷ ଭାବେ ପାଳିତ ହୋଇଥାଏ । ଶ୍ରୀଜଗନ୍ନାଥଙ୍କ ପିତୃପୁରୁଷଙ୍କ ଉଦ୍ଦେଶ୍ୟରେ ଏହି ପର୍ବ ପାଳନ ହୁଏ ବୋଲି ବିଶ୍ୱାସ କରାଯାଏ । ଶ୍ରୀମନ୍ଦିରର ବେଢ଼ାରେ ଶ୍ରାଦ୍ଧ ଓ ପିଣ୍ଡଦାନ ନୀତି ସମ୍ପନ୍ନ ହୁଏ । ଏହି ଅବସରରେ ଶ୍ରୀଜିଉମାନଙ୍କ ବିଶେଷ ବେଶ ହୁଏ । <box>425 1185 649 1367</box>
sudoku-cell <box>39 1803 70 1827</box>
sudoku-cell: E <box>103 1643 135 1667</box>
sudoku-row <box>39 1666 330 1689</box>
poem-line: ଜାହାର ନାଶର ଗ୍ଲାନିକୁ କେହି ଜାଣି <box>37 1215 175 1228</box>
poem-line: କମଳାକୁ ବଣି ତରାଇଲେ ଯେଉଁ ଛାତି <box>37 1143 180 1156</box>
sudoku-logo <box>13 1515 183 1560</box>
sudoku-cell <box>299 1666 330 1689</box>
sudoku-cell <box>202 1803 236 1827</box>
sudoku-cell <box>39 1712 70 1735</box>
sudoku-cell <box>103 1666 135 1689</box>
daily-quote <box>429 11 1057 77</box>
sudoku-row <box>39 1643 330 1667</box>
section-rule <box>415 1047 1387 1048</box>
black-dot <box>1160 2199 1169 2208</box>
left-dropcap: ପ୍ର <box>13 175 71 218</box>
poem-source: (ଭାରତ ଆଜିର ଫେରି) <box>264 1403 353 1416</box>
main-dropcap: ଭା <box>419 340 458 383</box>
sudoku-cell <box>202 1620 236 1643</box>
letter3-body: ଏବେଦିନ ପାକିସ୍ତାନ ଉପରେ ଚାପ ସୃଷ୍ଟି କରିବା ପାଇଁ ଭାରତକୁ କୂଟନୈତିକ ପ୍ରୟାସ ଜାରି ରଖିବାକୁ ହେବ । ବିଶ୍ୱର ଅନ୍ୟ ଦେଶଗୁଡ଼ିକ ମଧ୍ୟ ଏ ଦିଗରେ ସହଯୋଗ କରିବା ଆବଶ୍ୟକ । ଅକ୍ଷୟ ମହାନ୍ତି, ଢେଙ୍କାନାଳ, ଭୁବନେଶ୍ୱର <box>1065 1820 1386 1865</box>
logo-subtext: DHARITRI <box>64 55 139 65</box>
sudoku-cell: A <box>168 1803 202 1827</box>
yellow-dot <box>261 2199 270 2208</box>
sudoku-cell <box>268 1712 299 1735</box>
sudoku-cell <box>103 1850 135 1872</box>
shrimandir-headline: ଶ୍ରୀମନ୍ଦିରରେ ଦେବଦୀପାବଳି <box>563 1076 989 1122</box>
sudoku-cell <box>202 1781 236 1804</box>
poem-line: ଲଳି ଆଶି ନେଇ ସୁନ୍ଦର <box>37 1358 129 1371</box>
readers-label: ପାଠକ ଶ୍ରେଷ୍ଠ ବିଚାରକ <box>746 1780 1029 1812</box>
sudoku-cell <box>39 1666 70 1689</box>
sudoku-answer-caption: ଗତକାଲିର ଉତ୍ତର <box>217 2135 294 2147</box>
quote-icon: ❝ <box>389 17 421 49</box>
sudoku-cell <box>299 1803 330 1827</box>
section-rule <box>9 1500 406 1501</box>
sudoku-cell <box>236 1620 268 1643</box>
twentyfive-date: ୨୬ ନଭେମ୍ବର ୧୯୯୪ <box>1210 1595 1303 1608</box>
sudoku-cell: 1 <box>103 1803 135 1827</box>
yellow-dot <box>676 2199 685 2208</box>
sudoku-cell <box>103 1620 135 1643</box>
sudoku-cell <box>236 1643 268 1667</box>
sudoku-cell <box>135 1827 167 1850</box>
sudoku-cell <box>236 1712 268 1735</box>
sudoku-cell <box>135 1620 167 1643</box>
sudoku-cell: 0 <box>135 1803 167 1827</box>
magenta-dot <box>664 2199 673 2208</box>
masthead-logo <box>11 8 200 68</box>
ei-bharatare-label: ଏଇ ଭାରତରେ <box>1159 1078 1348 1104</box>
poem-line: କେବେ ଯେ ଅଧିକ ଶେଷେ ହୁଏ ଅଟେ ହୀନ <box>37 1286 201 1299</box>
sudoku-cell <box>39 1643 70 1667</box>
bharat-dropcap: ଭା <box>1135 1111 1173 1154</box>
left-article-body <box>13 175 398 1085</box>
poem-line: ତାକିଲେ ଭରଣେ ମରଣାପନ୍ନ ଜାତି । <box>37 1250 186 1264</box>
email-line: news & news photos) କେବଳ ବିଜ୍ଞାପନ ପାଇଁ ବ୍ୟବହାର କରନ୍ତୁ :E-mail:advt@dharitri.com <box>724 2149 1157 2162</box>
sudoku-cell: 0 <box>299 1598 330 1620</box>
shrimandir-col-1 <box>425 1180 649 1751</box>
column-rule <box>655 1161 656 1755</box>
sudoku-cell <box>202 1734 236 1758</box>
sudoku-cell <box>168 1827 202 1850</box>
ei-bharatare-body <box>1135 1111 1386 1531</box>
letter2-body: ବାରମ୍ବାର ତାଗିଦ୍ ଦେବା ପରେ ବି ପାକିସ୍ତାନ ସୁଧୁରୁ ନାହିଁ । ସେ ନିଜ ମାଟିରେ ଆତଙ୍କବାଦୀଙ୍କୁ ଆଶ୍ରୟ ଦେଇ ଭାରତ ବିରୋଧରେ ଷଡ଼ଯନ୍ତ୍ର କରୁଛି । ଅନ୍ତର୍ଜାତୀୟ ମଞ୍ଚରେ ଏହି ପ୍ରସଙ୍ଗ ଉଠିବା ଆବଶ୍ୟକ । ଅନନ୍ତ ନାହାକ, ନୟାଗଡ଼ <box>719 1890 1050 1950</box>
shrimandir-byline: ପଣ୍ଡିତ ରାମକୃଷ୍ଣ ମିଶ୍ର <box>427 1161 546 1175</box>
sudoku-cell <box>103 1758 135 1781</box>
poem-line: ମତାଇଲେ ଏହି ମରଣାପନ୍ନ ଜାତି <box>37 1161 170 1174</box>
section-name: ସମ୍ପାଦକୀୟ <box>1085 27 1251 67</box>
sudoku-cell <box>236 1781 268 1804</box>
cyan-dot <box>236 2199 245 2208</box>
sudoku-cell <box>236 1758 268 1781</box>
poem-line: ସେହି ଶକତିରେ ଜନ୍ମାଇ ନାଚି <box>37 1322 155 1335</box>
sudoku-cell <box>299 1689 330 1712</box>
sudoku-cell <box>299 1827 330 1850</box>
logo-text: ଧରିତ୍ରୀ <box>11 6 151 57</box>
sudoku-cell <box>168 1781 202 1804</box>
sudoku-cell <box>268 1803 299 1827</box>
poem-line: ମୁକ୍ତା ଶୃଙ୍ଖଳ ଚ ଜୀବନର କ୍ଲେଶ । <box>37 1197 189 1210</box>
sudoku-cell <box>299 1781 330 1804</box>
color-dots <box>651 2194 700 2205</box>
sudoku-cell <box>135 1734 167 1758</box>
page-number: ୬ <box>1300 27 1321 67</box>
twentyfive-years-label: ୨୫ ବର୍ଷ ତଳର ଧରିତ୍ରୀ <box>1129 1540 1386 1584</box>
sudoku-cell: 9 <box>268 1620 299 1643</box>
quote-author: - ଶ୍ରୀଅରବିନ୍ଦ <box>1000 42 1057 55</box>
sudoku-cell <box>103 1827 135 1850</box>
sudoku-cell <box>168 1643 202 1667</box>
sudoku-cell <box>69 1620 103 1643</box>
author-note: (ଲେଖକ କେନ୍ଦ୍ର ମାନବ ସମ୍ବଳ ବିକାଶ ମନ୍ତ୍ରୀ) <box>1197 1024 1384 1036</box>
color-dots <box>1123 2194 1172 2205</box>
poem-line: ମନର ଶକତି ପାଠ ନାହିଁ ଜାଣି <box>37 1304 150 1317</box>
poem-line: ଅନ୍ତ ଶକ୍ତି ଅଟନ୍ତି ଚିରଦିନ <box>37 1268 158 1282</box>
sudoku-cell: E <box>268 1598 299 1620</box>
letter1-greeting: ମହାଶୟ, <box>419 1850 457 1863</box>
